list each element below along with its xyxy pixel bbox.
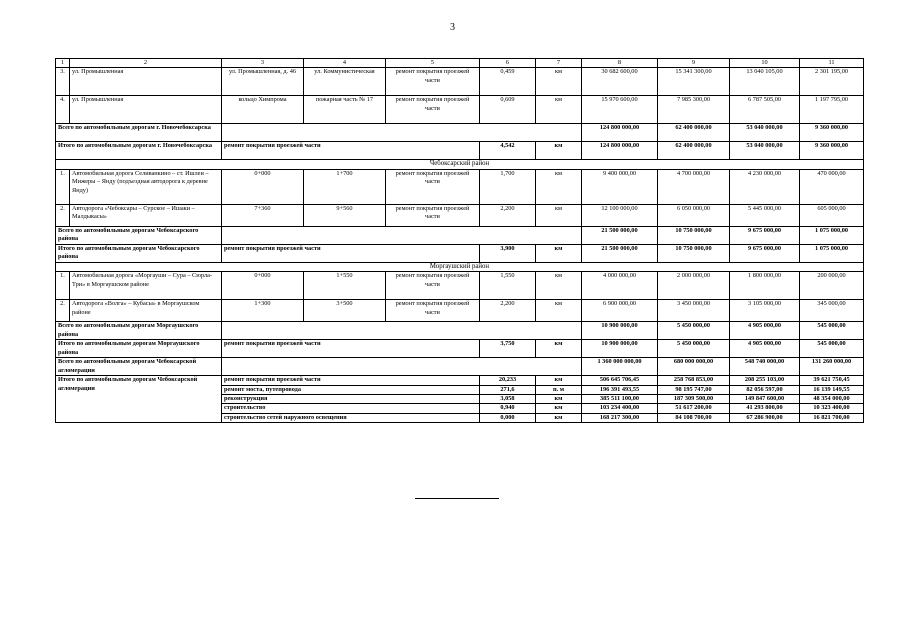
amount-local: 200 000,00 bbox=[800, 272, 864, 300]
length: 3,750 bbox=[480, 340, 536, 358]
subtotal-row bbox=[56, 322, 864, 340]
section-start: кольцо Химпрома bbox=[222, 96, 304, 124]
header-cell: 4 bbox=[304, 59, 386, 68]
amount-total: 506 645 706,45 bbox=[582, 376, 658, 385]
length: 3,900 bbox=[480, 244, 536, 262]
amount-federal: 98 195 747,00 bbox=[658, 385, 730, 394]
amount-federal: 51 617 200,00 bbox=[658, 404, 730, 413]
length: 2,200 bbox=[480, 300, 536, 322]
amount-regional: 548 740 000,00 bbox=[730, 358, 800, 376]
length: 3,058 bbox=[480, 395, 536, 404]
length: 0,609 bbox=[480, 96, 536, 124]
section-start: ул. Промышленная, д. 46 bbox=[222, 68, 304, 96]
section-title: Чебоксарский район bbox=[56, 160, 864, 169]
amount-federal: 10 750 000,00 bbox=[658, 244, 730, 262]
work-type: ремонт покрытия проезжей части bbox=[386, 300, 480, 322]
amount-total: 1 360 000 000,00 bbox=[582, 358, 658, 376]
section-end: 1+700 bbox=[304, 169, 386, 204]
total-label: Итого по автомобильным дорогам г. Новочебоксарска bbox=[56, 142, 222, 160]
table-row bbox=[56, 204, 864, 226]
empty-cell bbox=[222, 358, 582, 376]
table-row bbox=[56, 169, 864, 204]
section-start: 0+000 bbox=[222, 169, 304, 204]
row-number: 1. bbox=[56, 272, 70, 300]
header-cell: 6 bbox=[480, 59, 536, 68]
amount-local: 9 360 000,00 bbox=[800, 142, 864, 160]
section-start: 7+360 bbox=[222, 204, 304, 226]
empty-cell bbox=[222, 322, 582, 340]
row-number: 2. bbox=[56, 300, 70, 322]
total-row bbox=[56, 142, 864, 160]
header-cell: 3 bbox=[222, 59, 304, 68]
amount-total: 10 900 000,00 bbox=[582, 340, 658, 358]
section-end: 9+560 bbox=[304, 204, 386, 226]
amount-total: 124 800 000,00 bbox=[582, 124, 658, 142]
unit: км bbox=[536, 142, 582, 160]
length: 2,200 bbox=[480, 204, 536, 226]
amount-regional: 53 040 000,00 bbox=[730, 142, 800, 160]
amount-regional: 9 675 000,00 bbox=[730, 244, 800, 262]
amount-regional: 4 905 000,00 bbox=[730, 322, 800, 340]
work-type: ремонт покрытия проезжей части bbox=[386, 204, 480, 226]
amount-total: 168 217 300,00 bbox=[582, 413, 658, 422]
amount-federal: 6 050 000,00 bbox=[658, 204, 730, 226]
length: 1,700 bbox=[480, 169, 536, 204]
unit: км bbox=[536, 68, 582, 96]
amount-local: 605 000,00 bbox=[800, 204, 864, 226]
total-row bbox=[56, 244, 864, 262]
amount-total: 6 900 000,00 bbox=[582, 300, 658, 322]
unit: км bbox=[536, 413, 582, 422]
road-name: Автодорога «Чебоксары – Сурское – Ишаки – Малдыкасы» bbox=[70, 204, 222, 226]
amount-federal: 4 700 000,00 bbox=[658, 169, 730, 204]
total-label: Итого по автомобильным дорогам Чебоксарского района bbox=[56, 244, 222, 262]
amount-regional: 1 800 000,00 bbox=[730, 272, 800, 300]
amount-federal: 258 768 853,00 bbox=[658, 376, 730, 385]
amount-local: 48 354 000,00 bbox=[800, 395, 864, 404]
amount-local: 545 000,00 bbox=[800, 340, 864, 358]
header-cell: 5 bbox=[386, 59, 480, 68]
footer-divider bbox=[415, 498, 499, 499]
empty-cell bbox=[222, 226, 582, 244]
amount-total: 385 511 100,00 bbox=[582, 395, 658, 404]
amount-local: 16 139 149,55 bbox=[800, 385, 864, 394]
header-cell: 2 bbox=[70, 59, 222, 68]
work-type: ремонт покрытия проезжей части bbox=[222, 244, 480, 262]
unit: км bbox=[536, 300, 582, 322]
work-type: ремонт покрытия проезжей части bbox=[222, 376, 480, 385]
amount-regional: 6 787 505,00 bbox=[730, 96, 800, 124]
section-header-row bbox=[56, 262, 864, 271]
amount-total: 21 500 000,00 bbox=[582, 226, 658, 244]
work-type: строительство сетей наружного освещения bbox=[222, 413, 480, 422]
section-end: пожарная часть № 17 bbox=[304, 96, 386, 124]
unit: км bbox=[536, 204, 582, 226]
header-cell: 7 bbox=[536, 59, 582, 68]
amount-local: 470 000,00 bbox=[800, 169, 864, 204]
subtotal-label: Всего по автомобильным дорогам Моргаушского района bbox=[56, 322, 222, 340]
grand-subtotal-row bbox=[56, 358, 864, 376]
amount-local: 545 000,00 bbox=[800, 322, 864, 340]
subtotal-row bbox=[56, 124, 864, 142]
work-type: ремонт покрытия проезжей части bbox=[386, 169, 480, 204]
section-title: Моргаушский район bbox=[56, 262, 864, 271]
header-cell: 1 bbox=[56, 59, 70, 68]
amount-regional: 67 286 900,00 bbox=[730, 413, 800, 422]
total-label: Итого по автомобильным дорогам Моргаушского района bbox=[56, 340, 222, 358]
amount-total: 4 000 000,00 bbox=[582, 272, 658, 300]
road-name: Автомобильная дорога «Моргауши – Сура – Сюрла-Три» в Моргаушском районе bbox=[70, 272, 222, 300]
amount-local: 131 260 000,00 bbox=[800, 358, 864, 376]
work-type: ремонт покрытия проезжей части bbox=[386, 272, 480, 300]
unit: км bbox=[536, 340, 582, 358]
subtotal-label: Всего по автомобильным дорогам Чебоксарского района bbox=[56, 226, 222, 244]
amount-regional: 4 230 000,00 bbox=[730, 169, 800, 204]
section-start: 1+300 bbox=[222, 300, 304, 322]
amount-local: 39 621 750,45 bbox=[800, 376, 864, 385]
amount-regional: 208 255 103,00 bbox=[730, 376, 800, 385]
unit: км bbox=[536, 244, 582, 262]
section-end: ул. Коммунистическая bbox=[304, 68, 386, 96]
amount-regional: 5 445 000,00 bbox=[730, 204, 800, 226]
length: 0,459 bbox=[480, 68, 536, 96]
amount-regional: 82 056 597,00 bbox=[730, 385, 800, 394]
grand-total-label: Итого по автомобильным дорогам Чебоксарской агломерации bbox=[56, 376, 222, 423]
amount-local: 1 075 000,00 bbox=[800, 244, 864, 262]
amount-local: 9 360 000,00 bbox=[800, 124, 864, 142]
section-end: 3+500 bbox=[304, 300, 386, 322]
header-cell: 9 bbox=[658, 59, 730, 68]
amount-total: 15 970 600,00 bbox=[582, 96, 658, 124]
amount-total: 9 400 000,00 bbox=[582, 169, 658, 204]
work-type: ремонт покрытия проезжей части bbox=[222, 142, 480, 160]
work-type: реконструкция bbox=[222, 395, 480, 404]
amount-regional: 53 040 000,00 bbox=[730, 124, 800, 142]
section-start: 0+000 bbox=[222, 272, 304, 300]
amount-local: 1 197 795,00 bbox=[800, 96, 864, 124]
amount-federal: 84 108 700,00 bbox=[658, 413, 730, 422]
amount-regional: 13 040 105,00 bbox=[730, 68, 800, 96]
amount-regional: 9 675 000,00 bbox=[730, 226, 800, 244]
amount-federal: 62 400 000,00 bbox=[658, 142, 730, 160]
work-type: ремонт покрытия проезжей части bbox=[386, 96, 480, 124]
amount-federal: 7 985 300,00 bbox=[658, 96, 730, 124]
amount-federal: 2 000 000,00 bbox=[658, 272, 730, 300]
amount-federal: 3 450 000,00 bbox=[658, 300, 730, 322]
amount-total: 12 100 000,00 bbox=[582, 204, 658, 226]
grand-total-row bbox=[56, 376, 864, 385]
length: 0,940 bbox=[480, 404, 536, 413]
amount-federal: 62 400 000,00 bbox=[658, 124, 730, 142]
length: 271,6 bbox=[480, 385, 536, 394]
unit: км bbox=[536, 404, 582, 413]
amount-regional: 149 847 600,00 bbox=[730, 395, 800, 404]
unit: км bbox=[536, 376, 582, 385]
row-number: 2. bbox=[56, 204, 70, 226]
header-cell: 11 bbox=[800, 59, 864, 68]
amount-federal: 5 450 000,00 bbox=[658, 322, 730, 340]
table-row bbox=[56, 300, 864, 322]
row-number: 4. bbox=[56, 96, 70, 124]
road-name: ул. Промышленная bbox=[70, 68, 222, 96]
column-number-row bbox=[56, 59, 864, 68]
length: 0,000 bbox=[480, 413, 536, 422]
amount-local: 10 323 400,00 bbox=[800, 404, 864, 413]
length: 20,233 bbox=[480, 376, 536, 385]
unit: км bbox=[536, 395, 582, 404]
section-header-row bbox=[56, 160, 864, 169]
work-type: строительство bbox=[222, 404, 480, 413]
total-row bbox=[56, 340, 864, 358]
road-funding-table bbox=[55, 58, 864, 423]
amount-local: 1 075 000,00 bbox=[800, 226, 864, 244]
amount-total: 103 234 400,00 bbox=[582, 404, 658, 413]
amount-federal: 187 309 500,00 bbox=[658, 395, 730, 404]
length: 4,542 bbox=[480, 142, 536, 160]
amount-total: 21 500 000,00 bbox=[582, 244, 658, 262]
amount-regional: 4 905 000,00 bbox=[730, 340, 800, 358]
amount-total: 196 391 493,55 bbox=[582, 385, 658, 394]
amount-federal: 5 450 000,00 bbox=[658, 340, 730, 358]
amount-total: 30 682 600,00 bbox=[582, 68, 658, 96]
unit: км bbox=[536, 96, 582, 124]
page-number: 3 bbox=[450, 22, 455, 33]
row-number: 3. bbox=[56, 68, 70, 96]
subtotal-row bbox=[56, 226, 864, 244]
work-type: ремонт покрытия проезжей части bbox=[222, 340, 480, 358]
amount-federal: 15 341 300,00 bbox=[658, 68, 730, 96]
table-row bbox=[56, 272, 864, 300]
unit: км bbox=[536, 272, 582, 300]
empty-cell bbox=[222, 124, 582, 142]
amount-regional: 3 105 000,00 bbox=[730, 300, 800, 322]
header-cell: 8 bbox=[582, 59, 658, 68]
amount-total: 10 900 000,00 bbox=[582, 322, 658, 340]
length: 1,550 bbox=[480, 272, 536, 300]
table-row bbox=[56, 68, 864, 96]
grand-subtotal-label: Всего по автомобильным дорогам Чебоксарской агломерации bbox=[56, 358, 222, 376]
section-end: 1+550 bbox=[304, 272, 386, 300]
amount-regional: 41 293 800,00 bbox=[730, 404, 800, 413]
header-cell: 10 bbox=[730, 59, 800, 68]
amount-total: 124 800 000,00 bbox=[582, 142, 658, 160]
work-type: ремонт покрытия проезжей части bbox=[386, 68, 480, 96]
subtotal-label: Всего по автомобильным дорогам г. Новочебоксарска bbox=[56, 124, 222, 142]
table-row bbox=[56, 96, 864, 124]
amount-local: 16 821 700,00 bbox=[800, 413, 864, 422]
road-name: ул. Промышленная bbox=[70, 96, 222, 124]
unit: п. м bbox=[536, 385, 582, 394]
row-number: 1. bbox=[56, 169, 70, 204]
work-type: ремонт моста, путепровода bbox=[222, 385, 480, 394]
road-name: Автодорога «Волга» – Кубасы» в Моргаушском районе bbox=[70, 300, 222, 322]
unit: км bbox=[536, 169, 582, 204]
amount-local: 2 301 195,00 bbox=[800, 68, 864, 96]
amount-federal: 10 750 000,00 bbox=[658, 226, 730, 244]
amount-local: 345 000,00 bbox=[800, 300, 864, 322]
amount-federal: 680 000 000,00 bbox=[658, 358, 730, 376]
road-name: Автомобильная дорога Селиванкино – ст. Ишлеи – Мижеры – Янду (подъездная автодорога к деревне Янду) bbox=[70, 169, 222, 204]
